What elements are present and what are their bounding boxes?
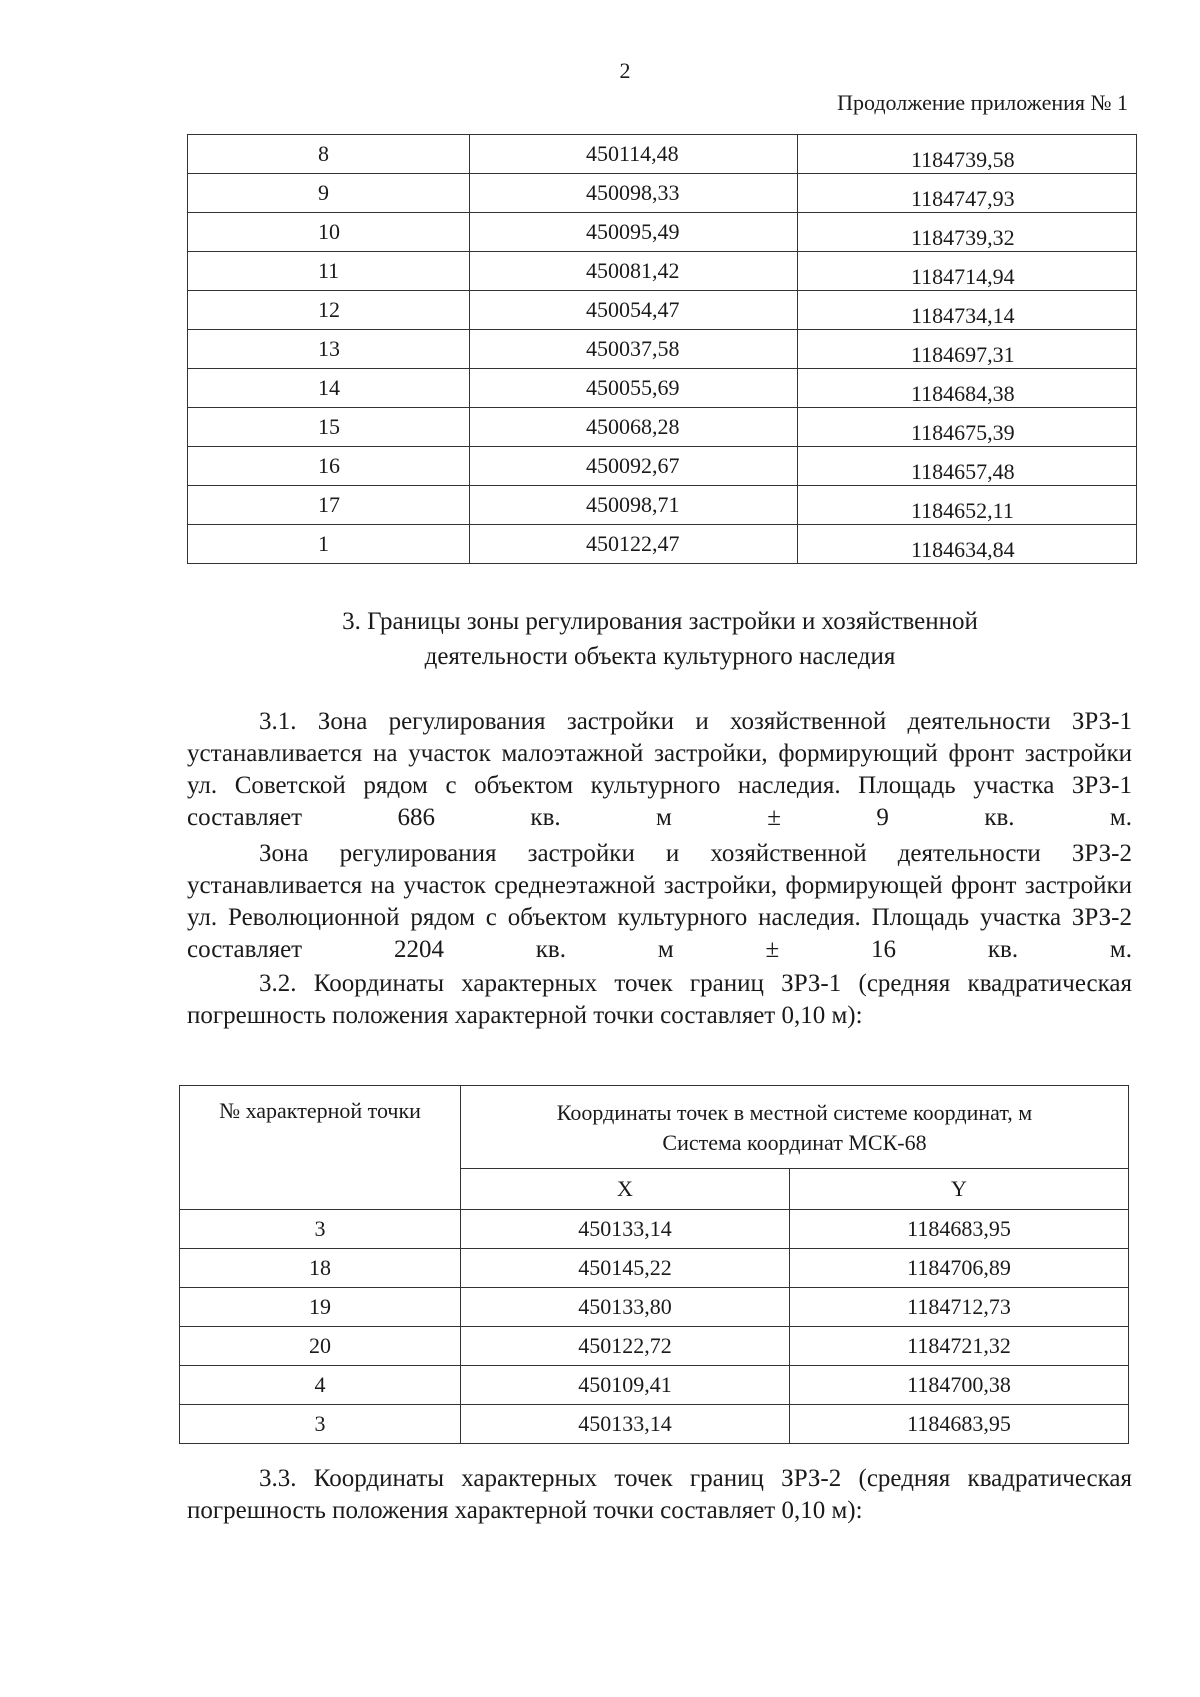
table-row xyxy=(188,486,1137,525)
point-number-cell: 13 xyxy=(188,330,470,369)
x-coordinate-cell: 450114,48 xyxy=(470,135,798,174)
x-coordinate-cell: 450098,71 xyxy=(470,486,798,525)
x-coordinate-cell: 450098,33 xyxy=(470,174,798,213)
x-coordinate-cell: 450095,49 xyxy=(470,213,798,252)
y-coordinate-cell: 1184739,58 xyxy=(798,135,1137,174)
point-number-cell: 3 xyxy=(180,1405,461,1444)
y-coordinate-cell: 1184683,95 xyxy=(790,1210,1129,1249)
page-number: 2 xyxy=(619,58,631,83)
table-row xyxy=(188,291,1137,330)
y-coordinate-cell: 1184714,94 xyxy=(798,252,1137,291)
table-row xyxy=(188,369,1137,408)
x-coordinate-cell: 450081,42 xyxy=(470,252,798,291)
x-coordinate-cell: 450055,69 xyxy=(470,369,798,408)
y-coordinate-cell: 1184697,31 xyxy=(798,330,1137,369)
x-coordinate-cell: 450133,14 xyxy=(461,1405,790,1444)
y-coordinate-cell: 1184712,73 xyxy=(790,1288,1129,1327)
point-number-cell: 12 xyxy=(188,291,470,330)
y-coordinate-cell: 1184734,14 xyxy=(798,291,1137,330)
table-row xyxy=(188,213,1137,252)
y-coordinate-cell: 1184634,84 xyxy=(798,525,1137,564)
x-coordinate-cell: 450054,47 xyxy=(470,291,798,330)
header-coordinates-line: Координаты точек в местной системе координат, м xyxy=(556,1100,1033,1125)
table-row xyxy=(188,330,1137,369)
point-number-cell: 15 xyxy=(188,408,470,447)
y-coordinate-cell: 1184721,32 xyxy=(790,1327,1129,1366)
header-x: X xyxy=(461,1169,790,1210)
table-body xyxy=(180,1210,1129,1444)
point-number-cell: 10 xyxy=(188,213,470,252)
table-row xyxy=(188,408,1137,447)
heading-line: деятельности объекта культурного наследия xyxy=(424,643,896,670)
x-coordinate-cell: 450133,14 xyxy=(461,1210,790,1249)
header-coordinates xyxy=(461,1086,1129,1169)
y-coordinate-cell: 1184700,38 xyxy=(790,1366,1129,1405)
point-number-cell: 8 xyxy=(188,135,470,174)
point-number-cell: 1 xyxy=(188,525,470,564)
header-coordinates-line: Система координат МСК-68 xyxy=(662,1130,927,1155)
y-coordinate-cell: 1184747,93 xyxy=(798,174,1137,213)
x-coordinate-cell: 450122,47 xyxy=(470,525,798,564)
x-coordinate-cell: 450092,67 xyxy=(470,447,798,486)
point-number-cell: 18 xyxy=(180,1249,461,1288)
point-number-cell: 20 xyxy=(180,1327,461,1366)
point-number-cell: 3 xyxy=(180,1210,461,1249)
heading-line: 3. Границы зоны регулирования застройки и хозяйственной xyxy=(342,608,978,635)
y-coordinate-cell: 1184684,38 xyxy=(798,369,1137,408)
point-number-cell: 16 xyxy=(188,447,470,486)
table-row xyxy=(188,252,1137,291)
point-number-cell: 4 xyxy=(180,1366,461,1405)
point-number-cell: 17 xyxy=(188,486,470,525)
point-number-cell: 19 xyxy=(180,1288,461,1327)
table-row xyxy=(180,1210,1129,1249)
table-row xyxy=(180,1405,1129,1444)
y-coordinate-cell: 1184706,89 xyxy=(790,1249,1129,1288)
table-row xyxy=(188,174,1137,213)
table-row xyxy=(180,1327,1129,1366)
header-point-number: № характерной точки xyxy=(180,1086,461,1210)
table-row xyxy=(188,135,1137,174)
point-number-cell: 9 xyxy=(188,174,470,213)
x-coordinate-cell: 450145,22 xyxy=(461,1249,790,1288)
x-coordinate-cell: 450109,41 xyxy=(461,1366,790,1405)
x-coordinate-cell: 450068,28 xyxy=(470,408,798,447)
header-y: Y xyxy=(790,1169,1129,1210)
y-coordinate-cell: 1184683,95 xyxy=(790,1405,1129,1444)
table-row xyxy=(188,447,1137,486)
y-coordinate-cell: 1184652,11 xyxy=(798,486,1137,525)
zrz1-coordinates-table xyxy=(179,1085,1129,1444)
continuation-label: Продолжение приложения № 1 xyxy=(837,90,1128,115)
table-row xyxy=(180,1366,1129,1405)
table-row xyxy=(188,525,1137,564)
y-coordinate-cell: 1184739,32 xyxy=(798,213,1137,252)
paragraph-3-1b: Зона регулирования застройки и хозяйственной деятельности ЗРЗ-2 устанавливается на участок среднеэтажной застройки, формирующей фронт застройки ул. Революционной рядом с объектом культурного наследия. Площадь участка ЗРЗ-2 составляет 2204 кв. м ± 16 кв. м. xyxy=(187,840,1132,963)
y-coordinate-cell: 1184675,39 xyxy=(798,408,1137,447)
table-body xyxy=(188,135,1137,564)
x-coordinate-cell: 450133,80 xyxy=(461,1288,790,1327)
coordinates-table-continued xyxy=(187,134,1137,564)
table-row xyxy=(180,1288,1129,1327)
paragraph-3-3: 3.3. Координаты характерных точек границ ЗРЗ-2 (средняя квадратическая погрешность положения характерной точки составляет 0,10 м): xyxy=(187,1465,1132,1524)
paragraph-3-1: 3.1. Зона регулирования застройки и хозяйственной деятельности ЗРЗ-1 устанавливается на участок малоэтажной застройки, формирующий фронт застройки ул. Советской рядом с объектом культурного наследия. Площадь участка ЗРЗ-1 составляет 686 кв. м ± 9 кв. м. xyxy=(187,708,1132,831)
x-coordinate-cell: 450122,72 xyxy=(461,1327,790,1366)
x-coordinate-cell: 450037,58 xyxy=(470,330,798,369)
y-coordinate-cell: 1184657,48 xyxy=(798,447,1137,486)
section-heading xyxy=(200,604,1120,674)
point-number-cell: 14 xyxy=(188,369,470,408)
point-number-cell: 11 xyxy=(188,252,470,291)
table-row xyxy=(180,1249,1129,1288)
paragraph-3-2: 3.2. Координаты характерных точек границ ЗРЗ-1 (средняя квадратическая погрешность положения характерной точки составляет 0,10 м): xyxy=(187,970,1132,1029)
